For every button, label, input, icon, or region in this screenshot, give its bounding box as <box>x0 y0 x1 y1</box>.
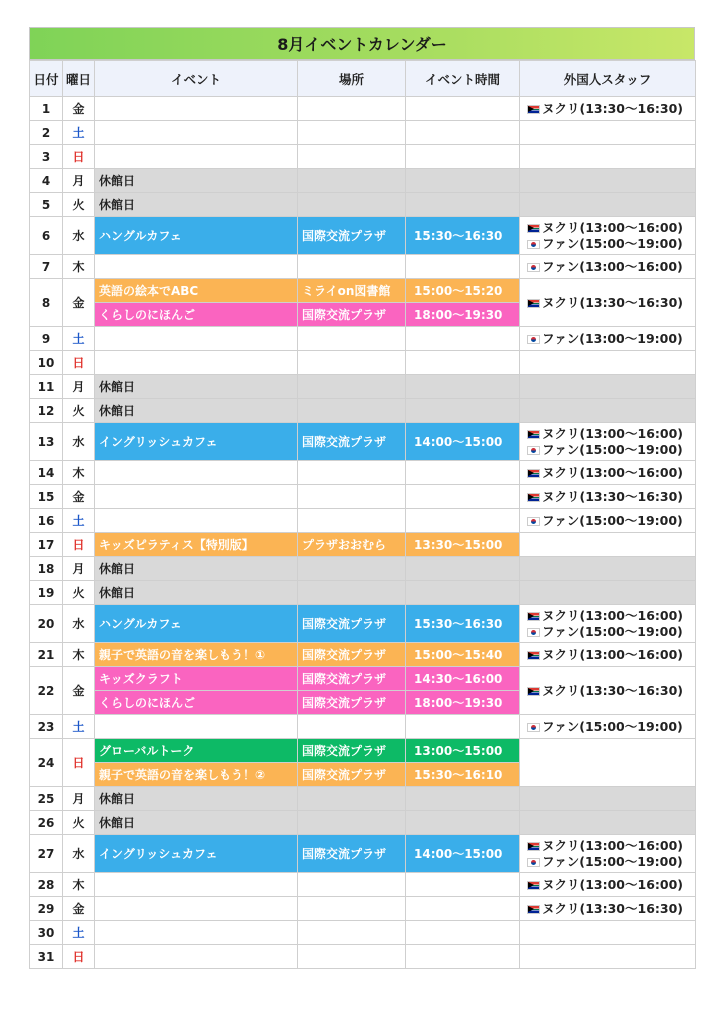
event-time: 15:00～15:40 <box>406 643 520 667</box>
place-cell <box>298 509 406 533</box>
day-cell: 15 <box>30 485 63 509</box>
day-cell: 25 <box>30 787 63 811</box>
day-cell: 24 <box>30 739 63 787</box>
staff-entry <box>527 719 695 735</box>
staff-text: ファン(15:00～19:00) <box>542 718 683 734</box>
staff-entry <box>527 465 695 481</box>
day-cell: 17 <box>30 533 63 557</box>
time-cell <box>406 509 520 533</box>
closed-label: 休館日 <box>95 169 298 193</box>
staff-text: ヌクリ(13:00～16:00) <box>542 607 684 623</box>
event-cell <box>95 715 298 739</box>
staff-cell <box>520 557 696 581</box>
weekday-cell: 月 <box>63 787 95 811</box>
event-cell <box>95 461 298 485</box>
event-time: 13:30～15:00 <box>406 533 520 557</box>
event-name[interactable]: 英語の絵本でABC <box>95 279 298 303</box>
korea-flag-icon <box>527 517 540 526</box>
weekday-cell: 木 <box>63 255 95 279</box>
staff-text: ヌクリ(13:00～16:00) <box>542 464 684 480</box>
calendar-row <box>30 399 696 423</box>
day-cell: 21 <box>30 643 63 667</box>
weekday-cell: 金 <box>63 485 95 509</box>
calendar-table <box>29 60 696 969</box>
staff-entry <box>527 683 695 699</box>
day-cell: 7 <box>30 255 63 279</box>
staff-entry <box>527 877 695 893</box>
calendar-row <box>30 921 696 945</box>
place-cell <box>298 399 406 423</box>
calendar-row <box>30 715 696 739</box>
place-cell <box>298 897 406 921</box>
event-place: 国際交流プラザ <box>298 667 406 691</box>
header-staff: 外国人スタッフ <box>520 61 696 97</box>
event-cell <box>95 509 298 533</box>
south-africa-flag-icon <box>527 493 540 502</box>
place-cell <box>298 121 406 145</box>
weekday-cell: 木 <box>63 643 95 667</box>
calendar-row <box>30 581 696 605</box>
event-name[interactable]: イングリッシュカフェ <box>95 423 298 461</box>
time-cell <box>406 921 520 945</box>
staff-text: ファン(15:00～19:00) <box>542 441 683 457</box>
staff-text: ファン(15:00～19:00) <box>542 512 683 528</box>
calendar-row <box>30 351 696 375</box>
weekday-cell: 日 <box>63 945 95 969</box>
calendar-row <box>30 605 696 643</box>
event-place: プラザおおむら <box>298 533 406 557</box>
place-cell <box>298 375 406 399</box>
event-time: 18:00～19:30 <box>406 303 520 327</box>
south-africa-flag-icon <box>527 612 540 621</box>
calendar-row <box>30 327 696 351</box>
staff-cell <box>520 897 696 921</box>
event-name[interactable]: キッズピラティス【特別版】 <box>95 533 298 557</box>
staff-entry <box>527 101 695 117</box>
staff-text: ヌクリ(13:30～16:30) <box>542 682 684 698</box>
staff-cell <box>520 643 696 667</box>
closed-label: 休館日 <box>95 787 298 811</box>
weekday-cell: 日 <box>63 739 95 787</box>
staff-text: ファン(15:00～19:00) <box>542 853 683 869</box>
place-cell <box>298 97 406 121</box>
calendar-row <box>30 897 696 921</box>
weekday-cell: 土 <box>63 715 95 739</box>
staff-entry <box>527 259 695 275</box>
staff-cell <box>520 121 696 145</box>
time-cell <box>406 581 520 605</box>
event-cell <box>95 255 298 279</box>
day-cell: 18 <box>30 557 63 581</box>
staff-cell <box>520 461 696 485</box>
calendar-row <box>30 557 696 581</box>
day-cell: 31 <box>30 945 63 969</box>
staff-cell <box>520 255 696 279</box>
weekday-cell: 月 <box>63 375 95 399</box>
event-time: 14:30～16:00 <box>406 667 520 691</box>
day-cell: 14 <box>30 461 63 485</box>
closed-label: 休館日 <box>95 375 298 399</box>
header-row <box>30 61 696 97</box>
event-cell <box>95 121 298 145</box>
south-africa-flag-icon <box>527 687 540 696</box>
staff-entry <box>527 647 695 663</box>
calendar-row <box>30 461 696 485</box>
day-cell: 22 <box>30 667 63 715</box>
place-cell <box>298 715 406 739</box>
weekday-cell: 土 <box>63 509 95 533</box>
event-name[interactable]: くらしのにほんご <box>95 303 298 327</box>
staff-entry <box>527 295 695 311</box>
south-africa-flag-icon <box>527 430 540 439</box>
weekday-cell: 金 <box>63 897 95 921</box>
staff-cell <box>520 945 696 969</box>
staff-entry <box>527 489 695 505</box>
event-name[interactable]: ハングルカフェ <box>95 605 298 643</box>
closed-label: 休館日 <box>95 557 298 581</box>
day-cell: 28 <box>30 873 63 897</box>
place-cell <box>298 811 406 835</box>
place-cell <box>298 787 406 811</box>
weekday-cell: 土 <box>63 121 95 145</box>
south-africa-flag-icon <box>527 651 540 660</box>
calendar-row <box>30 835 696 873</box>
staff-text: ヌクリ(13:30～16:30) <box>542 100 684 116</box>
staff-cell <box>520 509 696 533</box>
staff-cell <box>520 145 696 169</box>
south-africa-flag-icon <box>527 469 540 478</box>
place-cell <box>298 461 406 485</box>
time-cell <box>406 945 520 969</box>
event-time: 15:30～16:30 <box>406 217 520 255</box>
closed-label: 休館日 <box>95 193 298 217</box>
day-cell: 26 <box>30 811 63 835</box>
staff-cell <box>520 667 696 715</box>
staff-entry <box>527 513 695 529</box>
day-cell: 19 <box>30 581 63 605</box>
day-cell: 27 <box>30 835 63 873</box>
weekday-cell: 金 <box>63 279 95 327</box>
time-cell <box>406 97 520 121</box>
event-time: 18:00～19:30 <box>406 691 520 715</box>
south-africa-flag-icon <box>527 905 540 914</box>
header-weekday: 曜日 <box>63 61 95 97</box>
staff-entry <box>527 854 695 870</box>
weekday-cell: 日 <box>63 533 95 557</box>
event-name[interactable]: 親子で英語の音を楽しもう！② <box>95 763 298 787</box>
staff-cell <box>520 485 696 509</box>
event-place: 国際交流プラザ <box>298 643 406 667</box>
south-africa-flag-icon <box>527 299 540 308</box>
event-place: 国際交流プラザ <box>298 763 406 787</box>
calendar-title: 8月イベントカレンダー <box>29 27 695 60</box>
event-name[interactable]: キッズクラフト <box>95 667 298 691</box>
event-cell <box>95 327 298 351</box>
staff-cell <box>520 399 696 423</box>
staff-entry <box>527 442 695 458</box>
weekday-cell: 土 <box>63 327 95 351</box>
event-place: 国際交流プラザ <box>298 691 406 715</box>
time-cell <box>406 169 520 193</box>
place-cell <box>298 557 406 581</box>
staff-cell <box>520 375 696 399</box>
weekday-cell: 日 <box>63 145 95 169</box>
calendar-row <box>30 193 696 217</box>
closed-label: 休館日 <box>95 581 298 605</box>
calendar-row <box>30 255 696 279</box>
day-cell: 16 <box>30 509 63 533</box>
day-cell: 4 <box>30 169 63 193</box>
event-place: 国際交流プラザ <box>298 835 406 873</box>
staff-cell <box>520 605 696 643</box>
day-cell: 3 <box>30 145 63 169</box>
weekday-cell: 月 <box>63 169 95 193</box>
day-cell: 29 <box>30 897 63 921</box>
staff-cell <box>520 787 696 811</box>
staff-cell <box>520 715 696 739</box>
place-cell <box>298 145 406 169</box>
korea-flag-icon <box>527 240 540 249</box>
time-cell <box>406 145 520 169</box>
event-time: 15:30～16:30 <box>406 605 520 643</box>
weekday-cell: 火 <box>63 811 95 835</box>
calendar-row <box>30 279 696 303</box>
time-cell <box>406 787 520 811</box>
weekday-cell: 火 <box>63 193 95 217</box>
time-cell <box>406 461 520 485</box>
staff-text: ファン(15:00～19:00) <box>542 235 683 251</box>
place-cell <box>298 485 406 509</box>
staff-entry <box>527 608 695 624</box>
weekday-cell: 火 <box>63 581 95 605</box>
calendar-row <box>30 217 696 255</box>
time-cell <box>406 399 520 423</box>
calendar-row <box>30 375 696 399</box>
day-cell: 9 <box>30 327 63 351</box>
staff-cell <box>520 811 696 835</box>
korea-flag-icon <box>527 723 540 732</box>
day-cell: 10 <box>30 351 63 375</box>
calendar-row <box>30 533 696 557</box>
staff-cell <box>520 739 696 787</box>
staff-text: ファン(13:00～19:00) <box>542 330 683 346</box>
staff-text: ファン(13:00～16:00) <box>542 258 683 274</box>
event-time: 14:00～15:00 <box>406 423 520 461</box>
staff-text: ヌクリ(13:00～16:00) <box>542 837 684 853</box>
staff-entry <box>527 236 695 252</box>
weekday-cell: 水 <box>63 217 95 255</box>
staff-cell <box>520 327 696 351</box>
staff-text: ヌクリ(13:30～16:30) <box>542 488 684 504</box>
event-cell <box>95 873 298 897</box>
weekday-cell: 土 <box>63 921 95 945</box>
place-cell <box>298 169 406 193</box>
staff-entry <box>527 426 695 442</box>
time-cell <box>406 811 520 835</box>
staff-text: ヌクリ(13:00～16:00) <box>542 876 684 892</box>
event-place: ミライon図書館 <box>298 279 406 303</box>
staff-cell <box>520 217 696 255</box>
time-cell <box>406 557 520 581</box>
weekday-cell: 月 <box>63 557 95 581</box>
event-place: 国際交流プラザ <box>298 605 406 643</box>
calendar-row <box>30 509 696 533</box>
calendar-row <box>30 811 696 835</box>
day-cell: 20 <box>30 605 63 643</box>
event-cell <box>95 485 298 509</box>
staff-text: ヌクリ(13:00～16:00) <box>542 219 684 235</box>
korea-flag-icon <box>527 335 540 344</box>
event-place: 国際交流プラザ <box>298 739 406 763</box>
time-cell <box>406 375 520 399</box>
calendar-row <box>30 667 696 691</box>
weekday-cell: 水 <box>63 423 95 461</box>
staff-cell <box>520 351 696 375</box>
south-africa-flag-icon <box>527 224 540 233</box>
staff-cell <box>520 921 696 945</box>
event-cell <box>95 897 298 921</box>
event-name[interactable]: 親子で英語の音を楽しもう！① <box>95 643 298 667</box>
place-cell <box>298 581 406 605</box>
south-africa-flag-icon <box>527 842 540 851</box>
weekday-cell: 木 <box>63 461 95 485</box>
closed-label: 休館日 <box>95 399 298 423</box>
staff-cell <box>520 835 696 873</box>
time-cell <box>406 873 520 897</box>
south-africa-flag-icon <box>527 881 540 890</box>
staff-cell <box>520 279 696 327</box>
day-cell: 6 <box>30 217 63 255</box>
time-cell <box>406 193 520 217</box>
staff-cell <box>520 873 696 897</box>
staff-text: ヌクリ(13:00～16:00) <box>542 646 684 662</box>
staff-entry <box>527 624 695 640</box>
staff-cell <box>520 97 696 121</box>
staff-text: ファン(15:00～19:00) <box>542 623 683 639</box>
staff-cell <box>520 423 696 461</box>
event-cell <box>95 921 298 945</box>
place-cell <box>298 255 406 279</box>
time-cell <box>406 351 520 375</box>
event-cell <box>95 145 298 169</box>
day-cell: 2 <box>30 121 63 145</box>
time-cell <box>406 121 520 145</box>
time-cell <box>406 897 520 921</box>
calendar-row <box>30 643 696 667</box>
staff-cell <box>520 581 696 605</box>
event-time: 14:00～15:00 <box>406 835 520 873</box>
event-name[interactable]: イングリッシュカフェ <box>95 835 298 873</box>
calendar-row <box>30 945 696 969</box>
event-name[interactable]: ハングルカフェ <box>95 217 298 255</box>
staff-entry <box>527 220 695 236</box>
weekday-cell: 火 <box>63 399 95 423</box>
day-cell: 30 <box>30 921 63 945</box>
calendar-row <box>30 787 696 811</box>
korea-flag-icon <box>527 628 540 637</box>
staff-text: ヌクリ(13:00～16:00) <box>542 425 684 441</box>
calendar-body <box>30 97 696 969</box>
korea-flag-icon <box>527 263 540 272</box>
day-cell: 1 <box>30 97 63 121</box>
place-cell <box>298 945 406 969</box>
day-cell: 23 <box>30 715 63 739</box>
calendar-row <box>30 873 696 897</box>
calendar-row <box>30 121 696 145</box>
korea-flag-icon <box>527 446 540 455</box>
calendar-row <box>30 169 696 193</box>
header-time: イベント時間 <box>406 61 520 97</box>
place-cell <box>298 921 406 945</box>
header-place: 場所 <box>298 61 406 97</box>
day-cell: 12 <box>30 399 63 423</box>
event-time: 15:30～16:10 <box>406 763 520 787</box>
staff-entry <box>527 901 695 917</box>
staff-cell <box>520 169 696 193</box>
weekday-cell: 木 <box>63 873 95 897</box>
event-place: 国際交流プラザ <box>298 303 406 327</box>
calendar-row <box>30 485 696 509</box>
calendar-row <box>30 145 696 169</box>
staff-text: ヌクリ(13:30～16:30) <box>542 900 684 916</box>
time-cell <box>406 255 520 279</box>
weekday-cell: 水 <box>63 835 95 873</box>
weekday-cell: 水 <box>63 605 95 643</box>
staff-entry <box>527 838 695 854</box>
staff-cell <box>520 533 696 557</box>
calendar-row <box>30 739 696 763</box>
place-cell <box>298 873 406 897</box>
day-cell: 8 <box>30 279 63 327</box>
place-cell <box>298 327 406 351</box>
day-cell: 13 <box>30 423 63 461</box>
weekday-cell: 日 <box>63 351 95 375</box>
place-cell <box>298 193 406 217</box>
staff-cell <box>520 193 696 217</box>
event-calendar <box>29 27 695 969</box>
event-name[interactable]: くらしのにほんご <box>95 691 298 715</box>
event-cell <box>95 97 298 121</box>
event-name[interactable]: グローバルトーク <box>95 739 298 763</box>
event-time: 15:00～15:20 <box>406 279 520 303</box>
event-place: 国際交流プラザ <box>298 423 406 461</box>
staff-text: ヌクリ(13:30～16:30) <box>542 294 684 310</box>
staff-entry <box>527 331 695 347</box>
calendar-row <box>30 97 696 121</box>
header-event: イベント <box>95 61 298 97</box>
place-cell <box>298 351 406 375</box>
time-cell <box>406 327 520 351</box>
event-cell <box>95 351 298 375</box>
closed-label: 休館日 <box>95 811 298 835</box>
time-cell <box>406 485 520 509</box>
event-place: 国際交流プラザ <box>298 217 406 255</box>
weekday-cell: 金 <box>63 97 95 121</box>
event-cell <box>95 945 298 969</box>
header-day: 日付 <box>30 61 63 97</box>
day-cell: 5 <box>30 193 63 217</box>
event-time: 13:00～15:00 <box>406 739 520 763</box>
day-cell: 11 <box>30 375 63 399</box>
korea-flag-icon <box>527 858 540 867</box>
south-africa-flag-icon <box>527 105 540 114</box>
calendar-row <box>30 423 696 461</box>
time-cell <box>406 715 520 739</box>
weekday-cell: 金 <box>63 667 95 715</box>
